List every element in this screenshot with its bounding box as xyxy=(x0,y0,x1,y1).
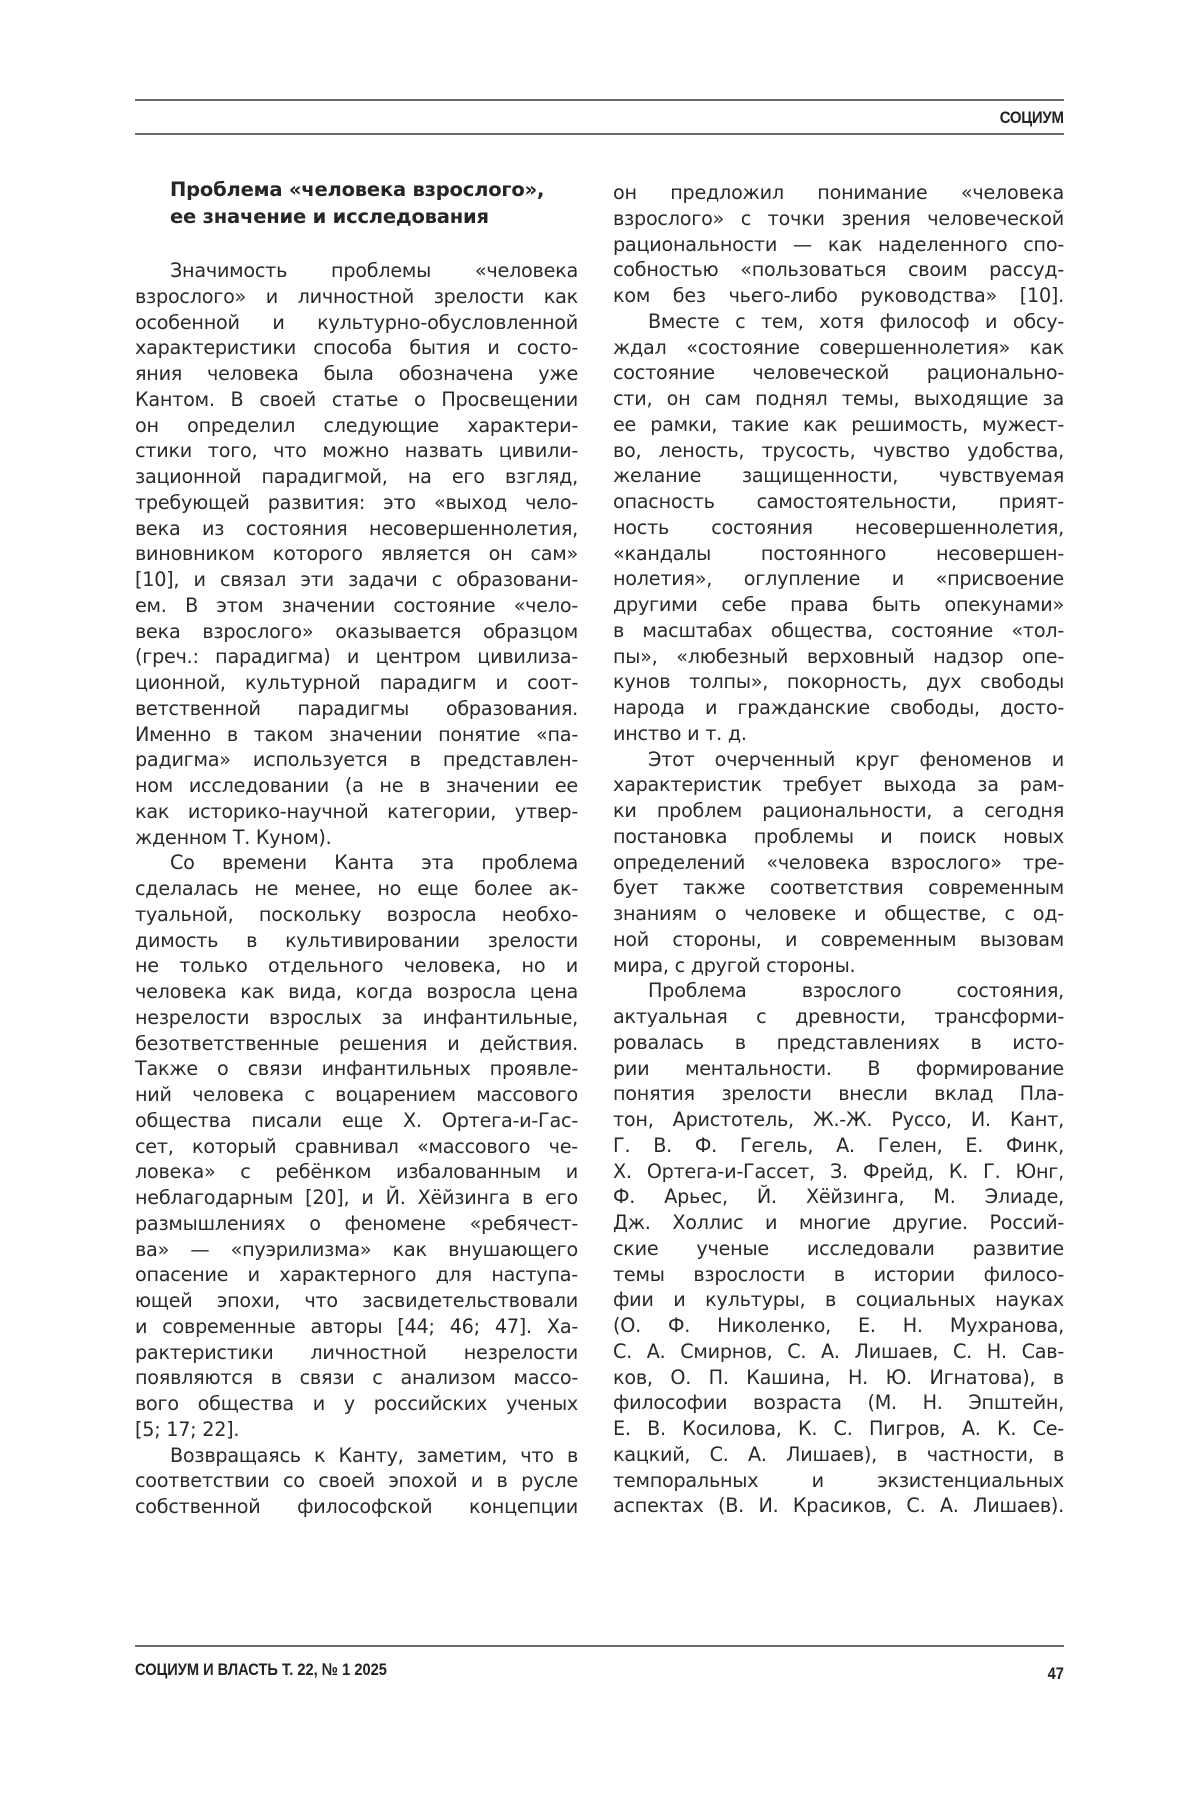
text-line: незрелости взрослых за инфантильные, xyxy=(135,1005,578,1029)
text-line: сет, который сравнивал «массового че- xyxy=(135,1134,578,1158)
text-line: вого общества и у российских ученых xyxy=(135,1392,578,1415)
running-head: СОЦИУМ xyxy=(1000,108,1064,127)
text-line: тон, Аристотель, Ж.-Ж. Руссо, И. Кант, xyxy=(613,1108,1064,1131)
text-line: ной стороны, и современным вызовам xyxy=(613,927,1064,951)
text-line: Также о связи инфантильных проявле- xyxy=(135,1057,578,1081)
right-column xyxy=(613,180,1064,1519)
text-line: взрослого» и личностной зрелости как xyxy=(135,284,578,308)
text-line: особенной и культурно-обусловленной xyxy=(135,310,578,334)
text-line: рациональности — как наделенного спо- xyxy=(613,232,1064,256)
text-line: зационной парадигмой, на его взгляд, xyxy=(135,465,578,488)
footer-rule xyxy=(135,1645,1064,1647)
text-line: Кантом. В своей статье о Просвещении xyxy=(135,387,578,411)
text-line: опасение и характерного для наступа- xyxy=(135,1263,578,1287)
text-line: рактеристики личностной незрелости xyxy=(135,1340,578,1364)
text-line: актуальная с древности, трансформи- xyxy=(613,1005,1064,1028)
text-line: С. А. Смирнов, С. А. Лишаев, С. Н. Сав- xyxy=(613,1339,1064,1363)
text-line: Ф. Арьес, Й. Хёйзинга, М. Элиаде, xyxy=(613,1185,1064,1209)
text-line: ровалась в представлениях в исто- xyxy=(613,1030,1064,1054)
text-line: ционной, культурной парадигм и соот- xyxy=(135,671,578,694)
text-line: (О. Ф. Николенко, Е. Н. Мухранова, xyxy=(613,1314,1064,1337)
section-title xyxy=(135,176,578,230)
text-line: во, леность, трусость, чувство удобства, xyxy=(613,438,1064,462)
text-line: ков, О. П. Кашина, Н. Ю. Игнатова), в xyxy=(613,1365,1064,1389)
text-line: кацкий, С. А. Лишаев), в частности, в xyxy=(613,1442,1064,1466)
text-line: темпоральных и экзистенциальных xyxy=(613,1468,1064,1492)
text-line: Дж. Холлис и многие другие. Россий- xyxy=(613,1211,1064,1234)
text-line: ность состояния несовершеннолетия, xyxy=(613,515,1064,539)
text-line: характеристики способа бытия и состо- xyxy=(135,336,578,360)
text-line: [5; 17; 22]. xyxy=(135,1417,240,1441)
text-line: фии и культуры, в социальных науках xyxy=(613,1288,1064,1312)
text-line: собственной философской концепции xyxy=(135,1495,578,1518)
text-line: не только отдельного человека, но и xyxy=(135,954,578,978)
text-line: общества писали еще Х. Ортега-и-Гас- xyxy=(135,1108,578,1132)
text-line: века взрослого» оказывается образцом xyxy=(135,619,578,643)
text-line: размышлениях о феномене «ребячест- xyxy=(135,1211,578,1235)
text-line: Именно в таком значении понятие «па- xyxy=(135,722,578,746)
text-line: мира, с другой стороны. xyxy=(613,953,856,977)
text-line: соответствии со своей эпохой и в русле xyxy=(135,1469,578,1493)
text-line: он предложил понимание «человека xyxy=(613,181,1064,204)
left-column-body xyxy=(135,258,578,1520)
text-line: яния человека была обозначена уже xyxy=(135,362,578,385)
section-title-line: ее значение и исследования xyxy=(170,205,489,228)
text-line: другими себе права быть опекунами» xyxy=(613,593,1064,616)
text-line: Этот очерченный круг феноменов и xyxy=(648,747,1064,771)
text-line: желание защищенности, чувствуемая xyxy=(613,464,1064,488)
text-line: ловека» с ребёнком избалованным и xyxy=(135,1160,578,1184)
text-line: пы», «любезный верховный надзор опе- xyxy=(613,644,1064,668)
text-line: [10], и связал эти задачи с образовани- xyxy=(135,568,578,591)
text-line: аспектах (В. И. Красиков, С. А. Лишаев). xyxy=(613,1494,1064,1518)
text-line: бует также соответствия современным xyxy=(613,876,1064,900)
text-line: димость в культивировании зрелости xyxy=(135,928,578,952)
page-number: 47 xyxy=(1047,1664,1064,1683)
text-line: определений «человека взрослого» тре- xyxy=(613,850,1064,874)
text-line: собностью «пользоваться своим рассуд- xyxy=(613,258,1064,282)
header-bottom-rule xyxy=(135,133,1064,135)
text-line: ее рамки, такие как решимость, мужест- xyxy=(613,412,1064,436)
text-line: народа и гражданские свободы, досто- xyxy=(613,696,1064,719)
text-line: требующей развития: это «выход чело- xyxy=(135,490,578,514)
text-line: темы взрослости в истории филосо- xyxy=(613,1262,1064,1286)
text-line: опасность самостоятельности, прият- xyxy=(613,490,1064,513)
text-line: постановка проблемы и поиск новых xyxy=(613,824,1064,848)
text-line: ва» — «пуэрилизма» как внушающего xyxy=(135,1237,578,1261)
text-line: Со времени Канта эта проблема xyxy=(170,851,578,875)
text-line: характеристик требует выхода за рам- xyxy=(613,773,1064,797)
text-line: неблагодарным [20], и Й. Хёйзинга в его xyxy=(135,1186,578,1209)
text-line: появляются в связи с анализом массо- xyxy=(135,1366,578,1390)
text-line: Х. Ортега-и-Гассет, З. Фрейд, К. Г. Юнг, xyxy=(613,1159,1064,1183)
left-column xyxy=(135,176,578,1520)
text-line: и современные авторы [44; 46; 47]. Ха- xyxy=(135,1314,578,1338)
text-line: ком без чьего-либо руководства» [10]. xyxy=(613,284,1064,307)
text-line: кунов толпы», покорность, дух свободы xyxy=(613,670,1064,694)
text-line: ские ученые исследовали развитие xyxy=(613,1236,1064,1260)
text-line: века из состояния несовершеннолетия, xyxy=(135,516,578,540)
text-line: взрослого» с точки зрения человеческой xyxy=(613,206,1064,230)
text-line: нолетия», оглупление и «присвоение xyxy=(613,567,1064,591)
text-line: философии возраста (М. Н. Эпштейн, xyxy=(613,1391,1064,1415)
text-line: в масштабах общества, состояние «тол- xyxy=(613,618,1064,642)
text-line: ний человека с воцарением массового xyxy=(135,1083,578,1106)
section-title-line: Проблема «человека взрослого», xyxy=(170,178,545,201)
text-line: рии ментальности. В формирование xyxy=(613,1056,1064,1080)
text-line: Возвращаясь к Канту, заметим, что в xyxy=(170,1443,578,1467)
text-line: ем. В этом значении состояние «чело- xyxy=(135,593,578,617)
text-line: ждал «состояние совершеннолетия» как xyxy=(613,335,1064,359)
text-line: туальной, поскольку возросла необхо- xyxy=(135,902,578,926)
text-line: ветственной парадигмы образования. xyxy=(135,696,578,720)
text-line: как историко-научной категории, утвер- xyxy=(135,799,578,823)
text-line: человека как вида, когда возросла цена xyxy=(135,980,578,1003)
text-line: Значимость проблемы «человека xyxy=(170,259,578,282)
text-line: понятия зрелости внесли вклад Пла- xyxy=(613,1082,1064,1106)
text-line: ки проблем рациональности, а сегодня xyxy=(613,799,1064,822)
text-line: Г. В. Ф. Гегель, А. Гелен, Е. Финк, xyxy=(613,1133,1064,1157)
text-line: жденном Т. Куном). xyxy=(135,825,332,849)
text-line: «кандалы постоянного несовершен- xyxy=(613,541,1064,565)
text-line: сделалась не менее, но еще более ак- xyxy=(135,877,578,900)
text-line: инство и т. д. xyxy=(613,721,747,745)
text-line: Е. В. Косилова, К. С. Пигров, А. К. Се- xyxy=(613,1417,1064,1440)
text-line: безответственные решения и действия. xyxy=(135,1031,578,1055)
text-line: радигма» используется в представлен- xyxy=(135,748,578,772)
text-line: сти, он сам поднял темы, выходящие за xyxy=(613,387,1064,410)
footer-journal-title: СОЦИУМ И ВЛАСТЬ Т. 22, № 1 2025 xyxy=(135,1660,387,1679)
right-column-body xyxy=(613,180,1064,1519)
text-line: Проблема взрослого состояния, xyxy=(648,979,1064,1003)
text-line: (греч.: парадигма) и центром цивилиза- xyxy=(135,645,578,669)
text-line: состояние человеческой рационально- xyxy=(613,361,1064,385)
text-line: Вместе с тем, хотя философ и обсу- xyxy=(648,309,1064,333)
text-line: он определил следующие характери- xyxy=(135,413,578,437)
text-line: ном исследовании (а не в значении ее xyxy=(135,774,578,797)
text-line: ющей эпохи, что засвидетельствовали xyxy=(135,1289,578,1312)
header-top-rule xyxy=(135,99,1064,101)
text-line: стики того, что можно назвать цивили- xyxy=(135,439,578,463)
text-line: виновником которого является он сам» xyxy=(135,542,578,566)
text-line: знаниям о человеке и обществе, с од- xyxy=(613,902,1064,925)
